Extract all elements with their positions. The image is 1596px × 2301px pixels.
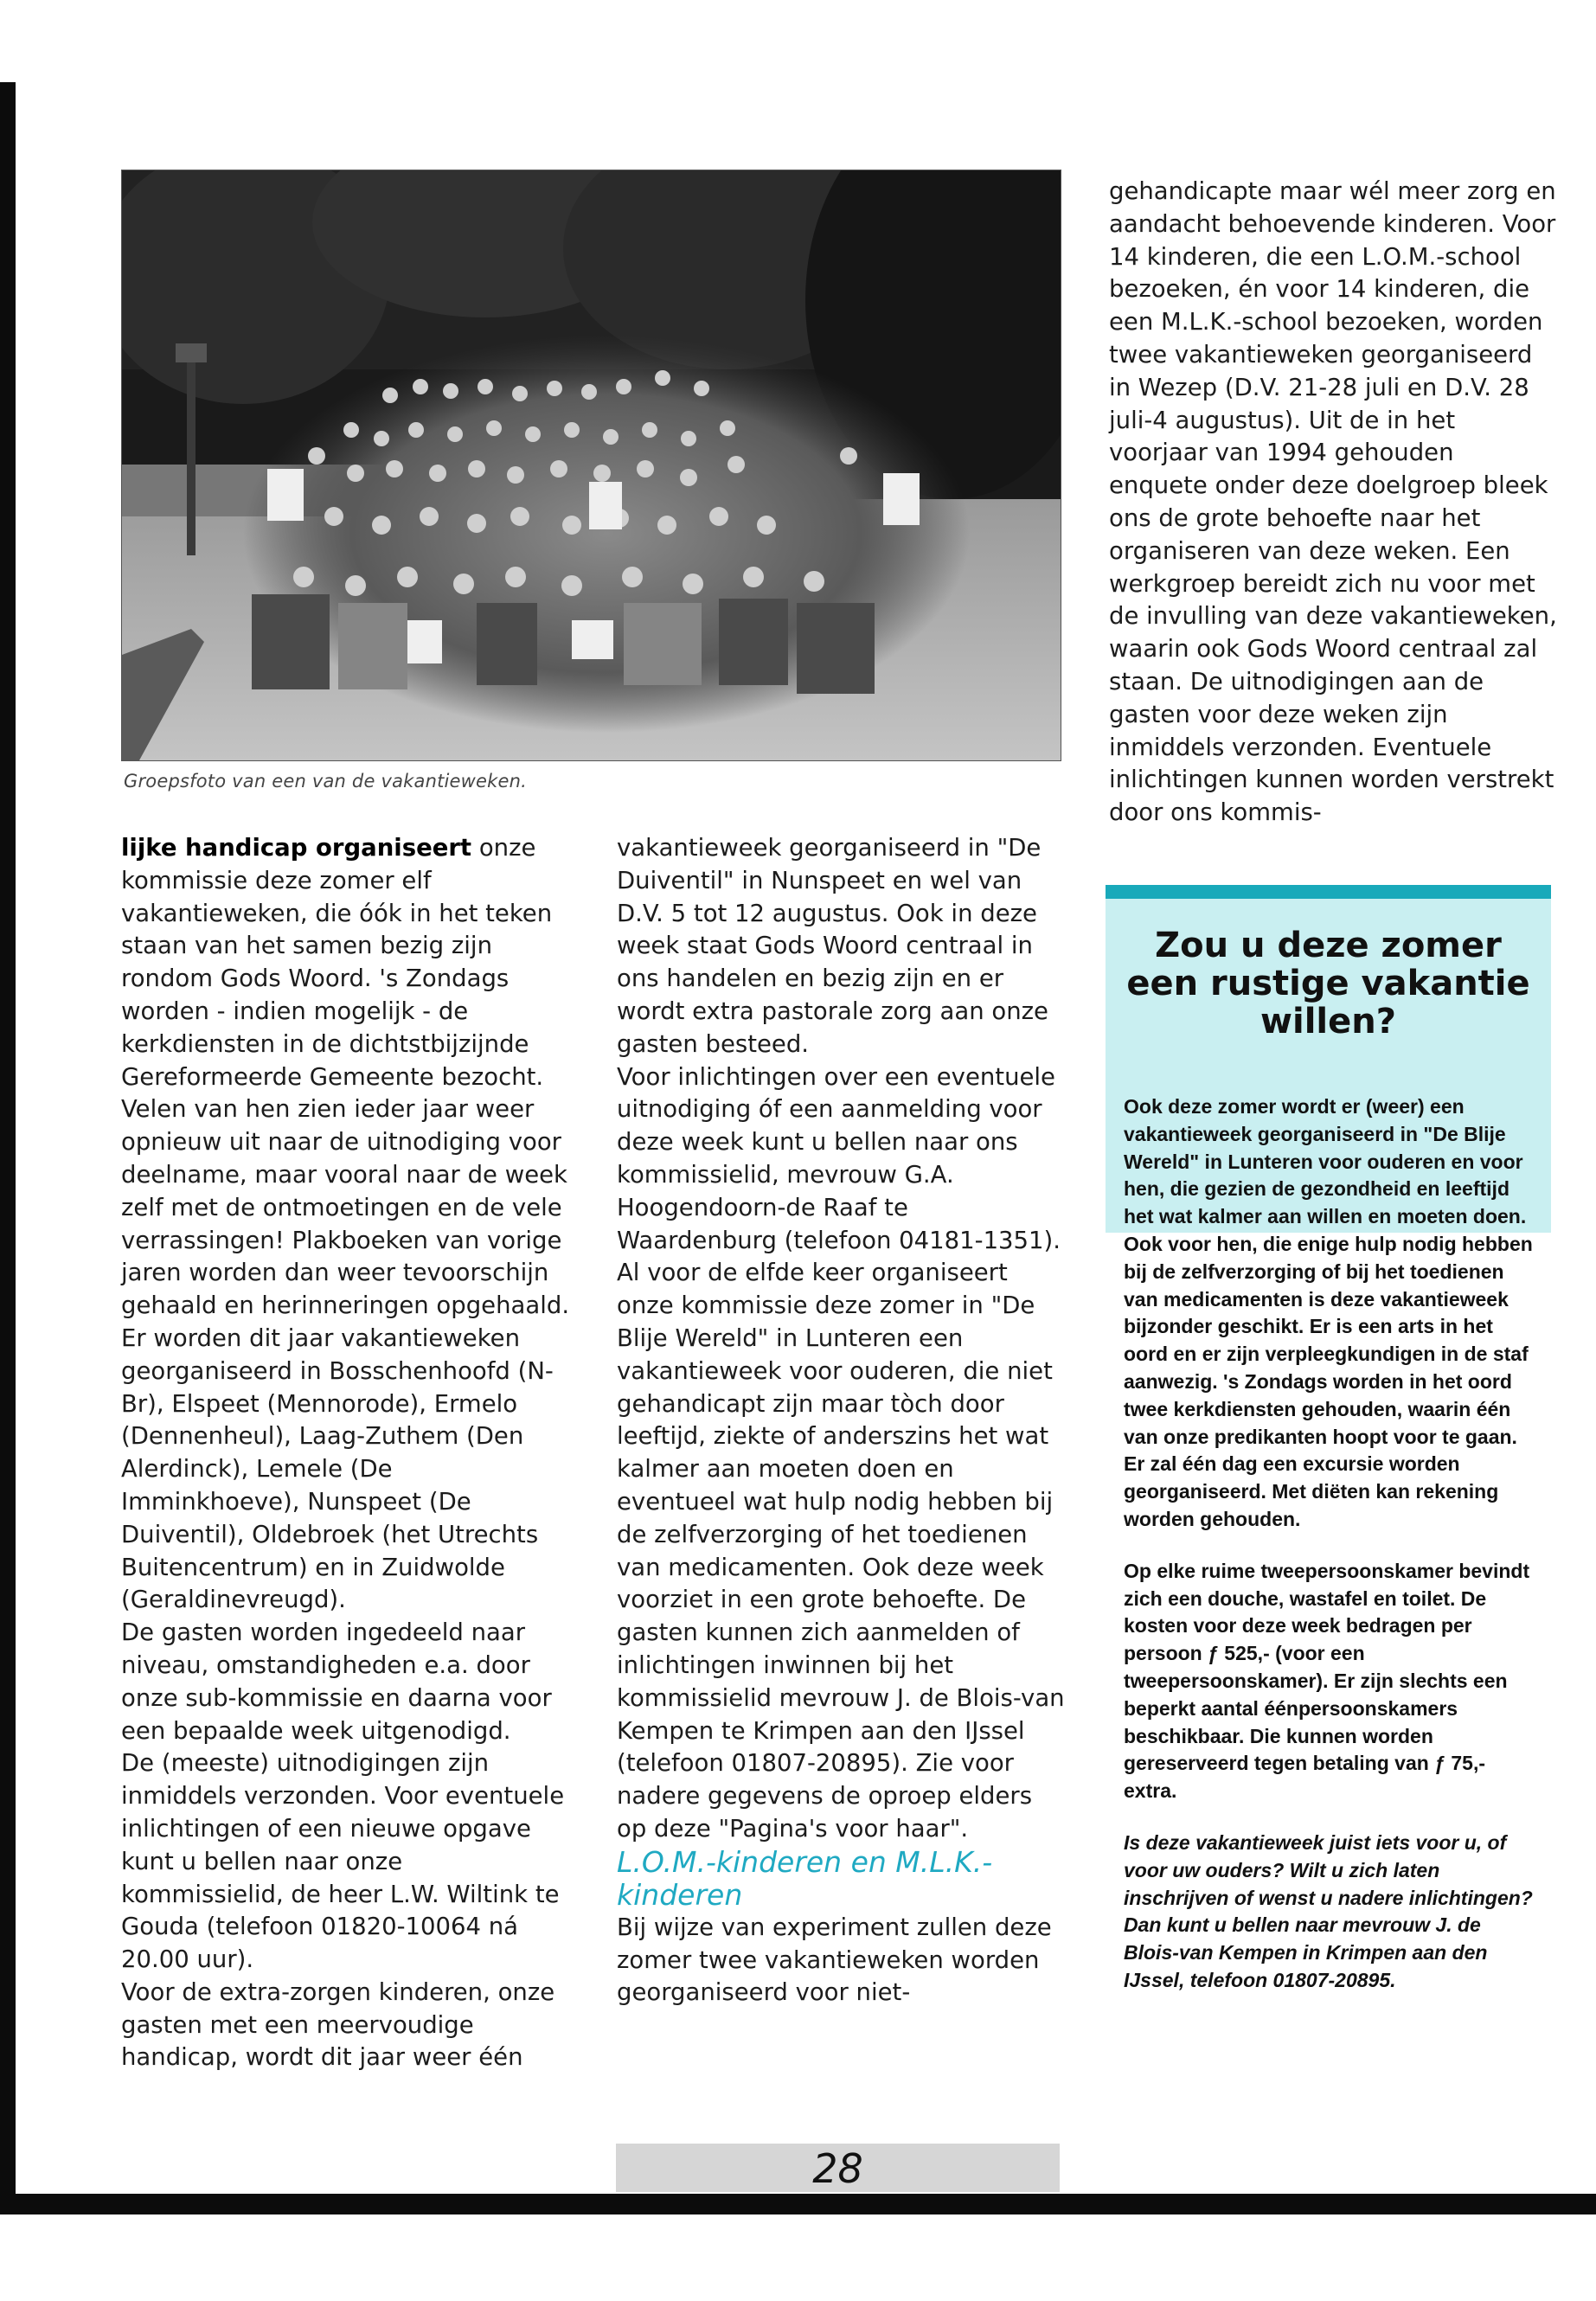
sidebar-title: Zou u deze zomer een rustige vakantie willen? xyxy=(1126,926,1530,1042)
lead-in: lijke handicap organiseert xyxy=(121,834,472,862)
page-number: 28 xyxy=(812,2145,863,2192)
sidebar-paragraph: Ook deze zomer wordt er (weer) een vakantieweek georganiseerd in "De Blije Wereld" in Lunteren voor ouderen en voor hen, die gezien de gezondheid en leeftijd het wat kalmer aan willen en moeten doen. Ook voor hen, die enige hulp nodig hebben bij de zelfverzorging of bij het toedienen van medicamenten is deze vakantieweek bijzonder geschikt. Er is een arts in het oord en er zijn verpleegkundigen in de staf aanwezig. 's Zondags worden in het oord twee kerkdiensten gehouden, waarin één van onze predikanten hoopt voor te gaan. Er zal één dag een excursie worden georganiseerd. Met diëten kan rekening worden gehouden. xyxy=(1124,1095,1533,1530)
paragraph: Voor de extra-zorgen kinderen, onze gasten met een meervoudige handicap, wordt dit jaar weer één xyxy=(121,1977,555,2072)
article-column-3 xyxy=(1109,176,1559,830)
group-photo-image xyxy=(122,170,1061,760)
sidebar-paragraph: Op elke ruime tweepersoonskamer bevindt zich een douche, wastafel en toilet. De kosten voor deze week bedragen per persoon ƒ 525,- (voor een tweepersoonskamer). Er zijn slechts een beperkt aantal éénpersoonskamers beschikbaar. Die kunnen worden gereserveerd tegen betaling van ƒ 75,- extra. xyxy=(1124,1559,1530,1803)
paragraph xyxy=(121,832,571,1093)
group-photo xyxy=(121,170,1061,761)
article-column-2 xyxy=(617,832,1067,2009)
section-subheading: L.O.M.-kinderen en M.L.K.-kinderen xyxy=(617,1844,993,1912)
paragraph: De (meeste) uitnodigingen zijn inmiddels verzonden. Voor eventuele inlichtingen of een nieuwe opgave kunt u bellen naar onze kommissielid, de heer L.W. Wiltink te Gouda (telefoon 01820-10064 ná 20.00 uur). xyxy=(121,1749,565,1974)
paragraph: Er worden dit jaar vakantieweken georganiseerd in Bosschenhoofd (N-Br), Elspeet (Mennorode), Ermelo (Dennenheul), Laag-Zuthem (Den Alerdinck), Lemele (De Imminkhoeve), Nunspeet (De Duiventil), Oldebroek (het Utrechts Buitencentrum) en in Zuidwolde (Geraldinevreugd). xyxy=(121,1324,554,1614)
sidebar-text xyxy=(1124,1093,1539,2019)
scan-edge-bottom xyxy=(0,2194,1596,2214)
paragraph: De gasten worden ingedeeld naar niveau, omstandigheden e.a. door onze sub-kommissie en daarna voor een bepaalde week uitgenodigd. xyxy=(121,1618,552,1745)
scan-edge-left xyxy=(0,82,16,2214)
paragraph: Al voor de elfde keer organiseert onze kommissie deze zomer in "De Blije Wereld" in Lunteren een vakantieweek voor ouderen, die niet gehandicapt zijn maar tòch door leeftijd, ziekte of anderszins het wat kalmer aan moeten doen en eventueel wat hulp nodig hebben bij de zelfverzorging of het toedienen van medicamenten. Ook deze week voorziet in een grote behoefte. De gasten kunnen zich aanmelden of inlichtingen inwinnen bij het kommissielid mevrouw J. de Blois-van Kempen te Krimpen aan den IJssel (telefoon 01807-20895). Zie voor nadere gegevens de oproep elders op deze "Pagina's voor haar". xyxy=(617,1259,1065,1843)
photo-caption: Groepsfoto van een van de vakantieweken. xyxy=(124,771,528,792)
paragraph: Voor inlichtingen over een eventuele uitnodiging óf een aanmelding voor deze week kunt u bellen naar ons kommissielid, mevrouw G.A. Hoogendoorn-de Raaf te Waardenburg (telefoon 04181-1351). xyxy=(617,1062,1061,1254)
paragraph: Bij wijze van experiment zullen deze zomer twee vakantieweken worden georganiseerd voor niet- xyxy=(617,1913,1052,2007)
paragraph-text: onze kommissie deze zomer elf vakantieweken, die óók in het teken staan van het samen bezig zijn rondom Gods Woord. 's Zondags worden - indien mogelijk - de kerkdiensten in de dichtstbijzijnde Gereformeerde Gemeente bezocht. xyxy=(121,834,553,1091)
sidebar-paragraph-italic: Is deze vakantieweek juist iets voor u, of voor uw ouders? Wilt u zich laten inschrijven of wenst u nadere inlichtingen? Dan kunt u bellen naar mevrouw J. de Blois-van Kempen in Krimpen aan den IJssel, telefoon 01807-20895. xyxy=(1124,1830,1533,1991)
paragraph: vakantieweek georganiseerd in "De Duiventil" in Nunspeet en wel van D.V. 5 tot 12 augustus. Ook in deze week staat Gods Woord centraal in ons handelen en bezig zijn en er wordt extra pastorale zorg aan onze gasten besteed. xyxy=(617,834,1048,1058)
paragraph: Velen van hen zien ieder jaar weer opnieuw uit naar de uitnodiging voor deelname, maar vooral naar de week zelf met de ontmoetingen en de vele verrassingen! Plakboeken van vorige jaren worden dan weer tevoorschijn gehaald en herinneringen opgehaald. xyxy=(121,1095,570,1320)
paragraph: gehandicapte maar wél meer zorg en aandacht behoevende kinderen. Voor 14 kinderen, die een L.O.M.-school bezoeken, én voor 14 kinderen, die een M.L.K.-school bezoeken, worden twee vakantieweken georganiseerd in Wezep (D.V. 21-28 juli en D.V. 28 juli-4 augustus). Uit de in het voorjaar van 1994 gehouden enquete onder deze doelgroep bleek ons de grote behoefte naar het organiseren van deze weken. Een werkgroep bereidt zich nu voor met de invulling van deze vakantieweken, waarin ook Gods Woord centraal zal staan. De uitnodigingen aan de gasten voor deze weken zijn inmiddels verzonden. Eventuele inlichtingen kunnen worden verstrekt door ons kommis- xyxy=(1109,177,1557,827)
article-column-1 xyxy=(121,832,571,2074)
sidebar-rule xyxy=(1106,885,1551,899)
